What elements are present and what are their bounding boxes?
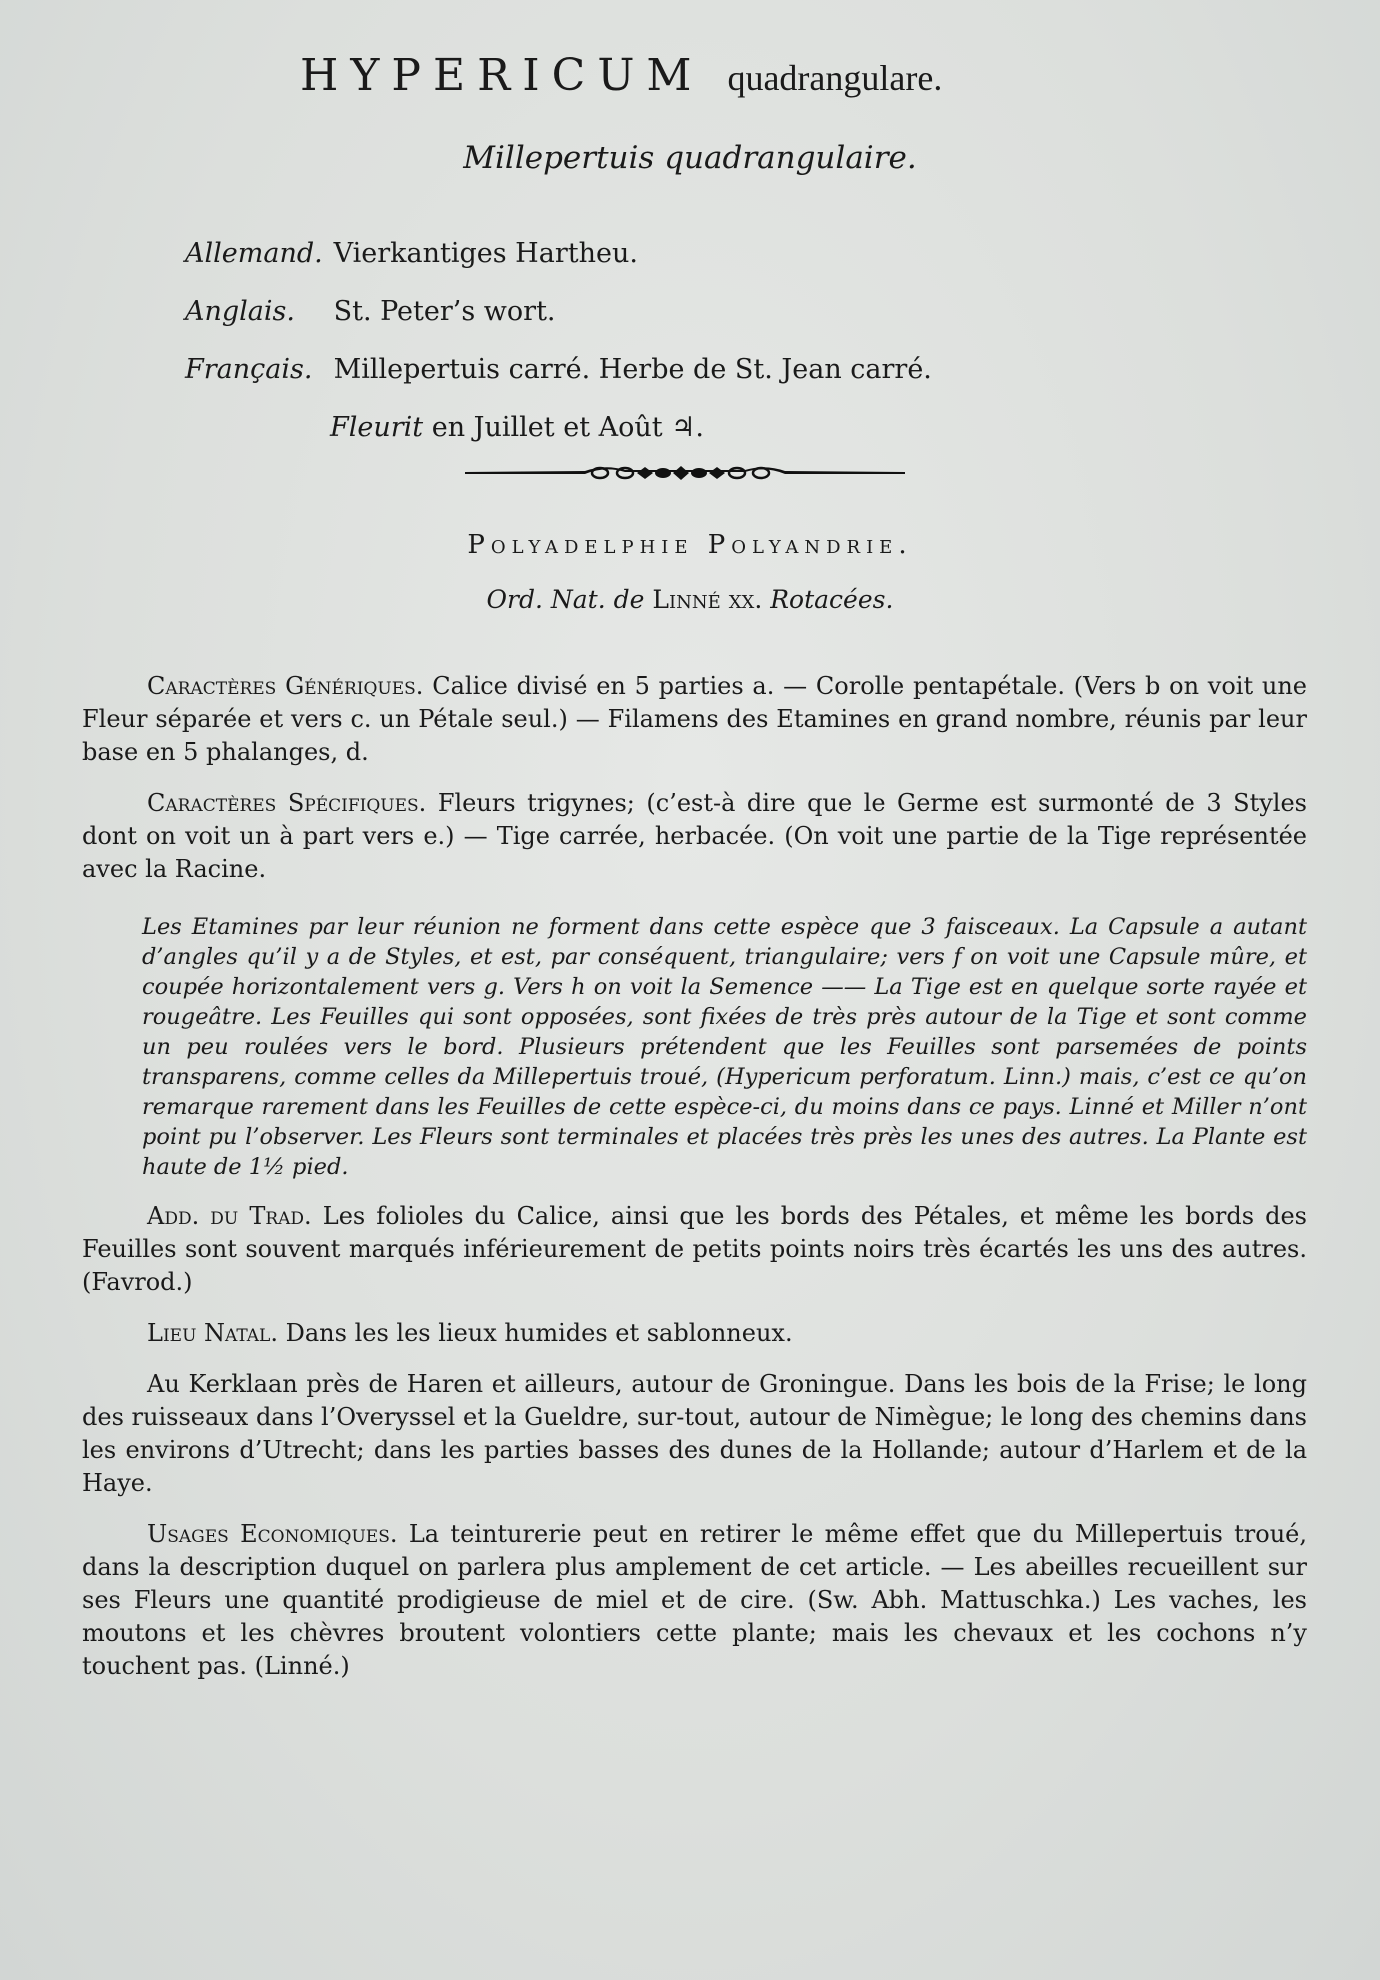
ornament-divider-icon [465,458,905,488]
species-name: quadrangulare. [727,58,943,98]
vernacular-names [185,225,932,457]
economic-uses [82,1518,1307,1683]
locations: Au Kerklaan près de Haren et ailleurs, autour de Groningue. Dans les bois de la Frise; le long des ruisseaux dans l’Overyssel et la Gueldre, sur-tout, autour de Nimègue; le long des chemins dans les environs d’Utrecht; dans les parties basses des dunes de la Hollande; autour d’Harlem et de la Haye. [82,1370,1307,1497]
genus-name: HYPERICUM [300,50,704,101]
name-text: St. Peter’s wort. [333,296,556,327]
language-label: Anglais. [185,296,295,327]
name-text: Millepertuis carré. Herbe de St. Jean carré. [333,354,932,385]
flowering-label: Fleurit [330,412,424,443]
native-habitat [82,1317,1307,1350]
ord-family: Rotacées. [770,585,894,614]
description-body [82,670,1307,1701]
ord-number: xx. [728,585,763,614]
french-name: Millepertuis quadrangulaire. [463,140,917,176]
section-heading: Lieu Natal. [147,1319,278,1347]
section-heading: Add. du Trad. [147,1202,312,1230]
section-text: Les folioles du Calice, ainsi que les bords des Pétales, et même les bords des Feuilles sont souvent marqués inférieurement de petits points noirs très écartés les uns des autres. (Favrod.) [82,1202,1307,1296]
name-row-french [185,341,932,399]
section-heading: Usages Economiques. [147,1520,398,1548]
name-text: Vierkantiges Hartheu. [333,238,638,269]
italic-observations: Les Etamines par leur réunion ne forment dans cette espèce que 3 faisceaux. La Capsule a autant d’angles qu’il y a de Styles, et est, par conséquent, triangulaire; vers f on voit une Capsule mûre, et coupée horizontalement vers g. Vers h on voit la Semence —— La Tige est en quelque sorte rayée et rougeâtre. Les Feuilles qui sont opposées, sont fixées de très près autour de la Tige et sont comme un peu roulées vers le bord. Plusieurs prétendent que les Feuilles sont parsemées de points transparens, comme celles da Millepertuis troué, (Hypericum perforatum. Linn.) mais, c’est ce qu’on remarque rarement dans les Feuilles de cette espèce-ci, du moins dans ce pays. Linné et Miller n’ont point pu l’observer. Les Fleurs sont terminales et placées très près les unes des autres. La Plante est haute de 1½ pied. [142,914,1307,1180]
ord-de: de [613,585,645,614]
page-title [300,50,942,101]
ord-linne: Linné [652,585,721,614]
translator-addition [82,1200,1307,1299]
section-heading: Caractères Spécifiques. [147,789,427,817]
section-text: La teinturerie peut en retirer le même effet que du Millepertuis troué, dans la description duquel on parlera plus amplement de cet article. — Les abeilles recueillent sur ses Fleurs une quantité prodigieuse de miel et de cire. (Sw. Abh. Mattuschka.) Les vaches, les moutons et les chèvres broutent volontiers cette plante; mais les chevaux et les cochons n’y touchent pas. (Linné.) [82,1520,1307,1680]
section-heading: Caractères Génériques. [147,672,424,700]
generic-characters [82,670,1307,769]
flowering-text: en Juillet et Août ♃. [431,412,704,443]
section-text: Calice divisé en 5 parties a. — Corolle pentapétale. (Vers b on voit une Fleur séparée et vers c. un Pétale seul.) — Filamens des Etamines en grand nombre, réunis par leur base en 5 phalanges, d. [82,672,1308,766]
section-text: Dans les les lieux humides et sablonneux. [285,1319,793,1347]
name-row-english [185,283,932,341]
language-label: Français. [185,354,313,385]
section-text: Fleurs trigynes; (c’est-à dire que le Germe est surmonté de 3 Styles dont on voit un à part vers e.) — Tige carrée, herbacée. (On voit une partie de la Tige représentée avec la Racine. [82,789,1307,883]
natural-order [0,585,1380,614]
flowering-row [185,399,932,457]
ord-prefix: Ord. Nat. [486,585,606,614]
linnaean-class: Polyadelphie Polyandrie. [467,530,913,560]
specific-characters [82,787,1307,886]
language-label: Allemand. [185,238,323,269]
name-row-german [185,225,932,283]
